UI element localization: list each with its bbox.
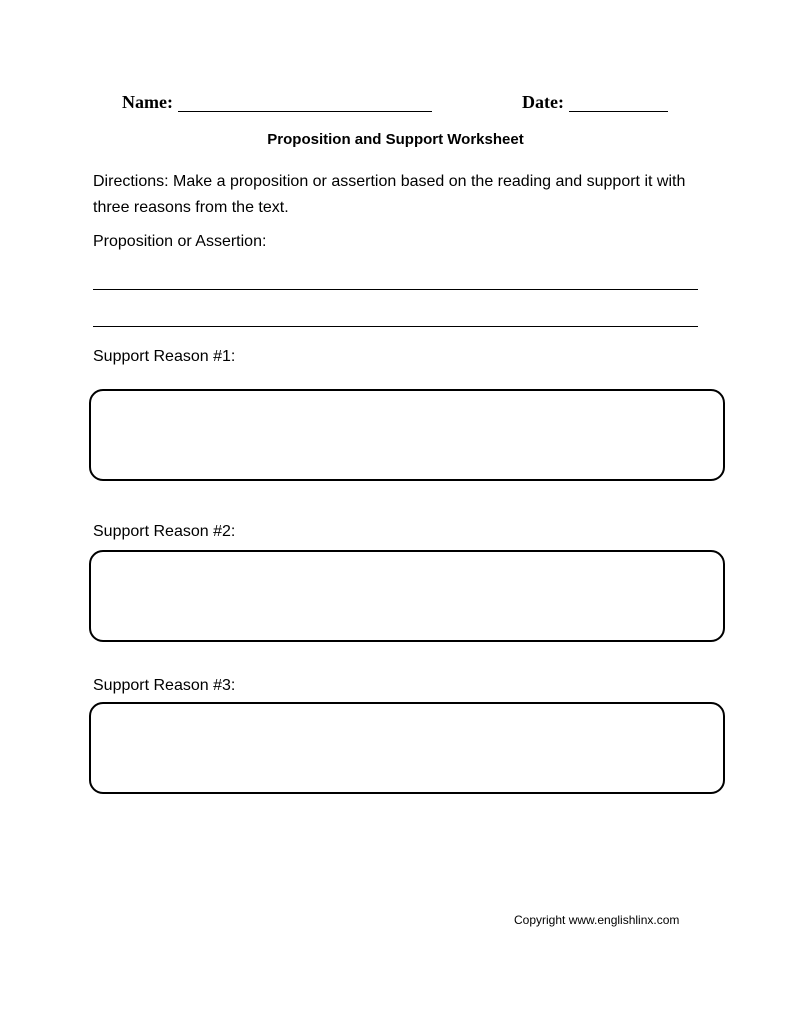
support-reason-1-label: Support Reason #1: xyxy=(93,348,236,365)
support-reason-3-box[interactable] xyxy=(89,702,725,794)
proposition-label: Proposition or Assertion: xyxy=(93,233,267,250)
name-field-line[interactable] xyxy=(178,111,432,112)
support-reason-2-box[interactable] xyxy=(89,550,725,642)
copyright-text: Copyright www.englishlinx.com xyxy=(514,913,680,927)
support-reason-3-label: Support Reason #3: xyxy=(93,677,236,694)
proposition-answer-line-2[interactable] xyxy=(93,326,698,327)
name-label: Name: xyxy=(122,92,173,112)
page-title: Proposition and Support Worksheet xyxy=(267,131,524,148)
date-field-line[interactable] xyxy=(569,111,668,112)
date-label: Date: xyxy=(522,92,564,112)
support-reason-2-label: Support Reason #2: xyxy=(93,523,236,540)
directions-text: Directions: Make a proposition or assertion based on the reading and support it with three reasons from the text. xyxy=(93,173,686,216)
proposition-answer-line-1[interactable] xyxy=(93,289,698,290)
support-reason-1-box[interactable] xyxy=(89,389,725,481)
